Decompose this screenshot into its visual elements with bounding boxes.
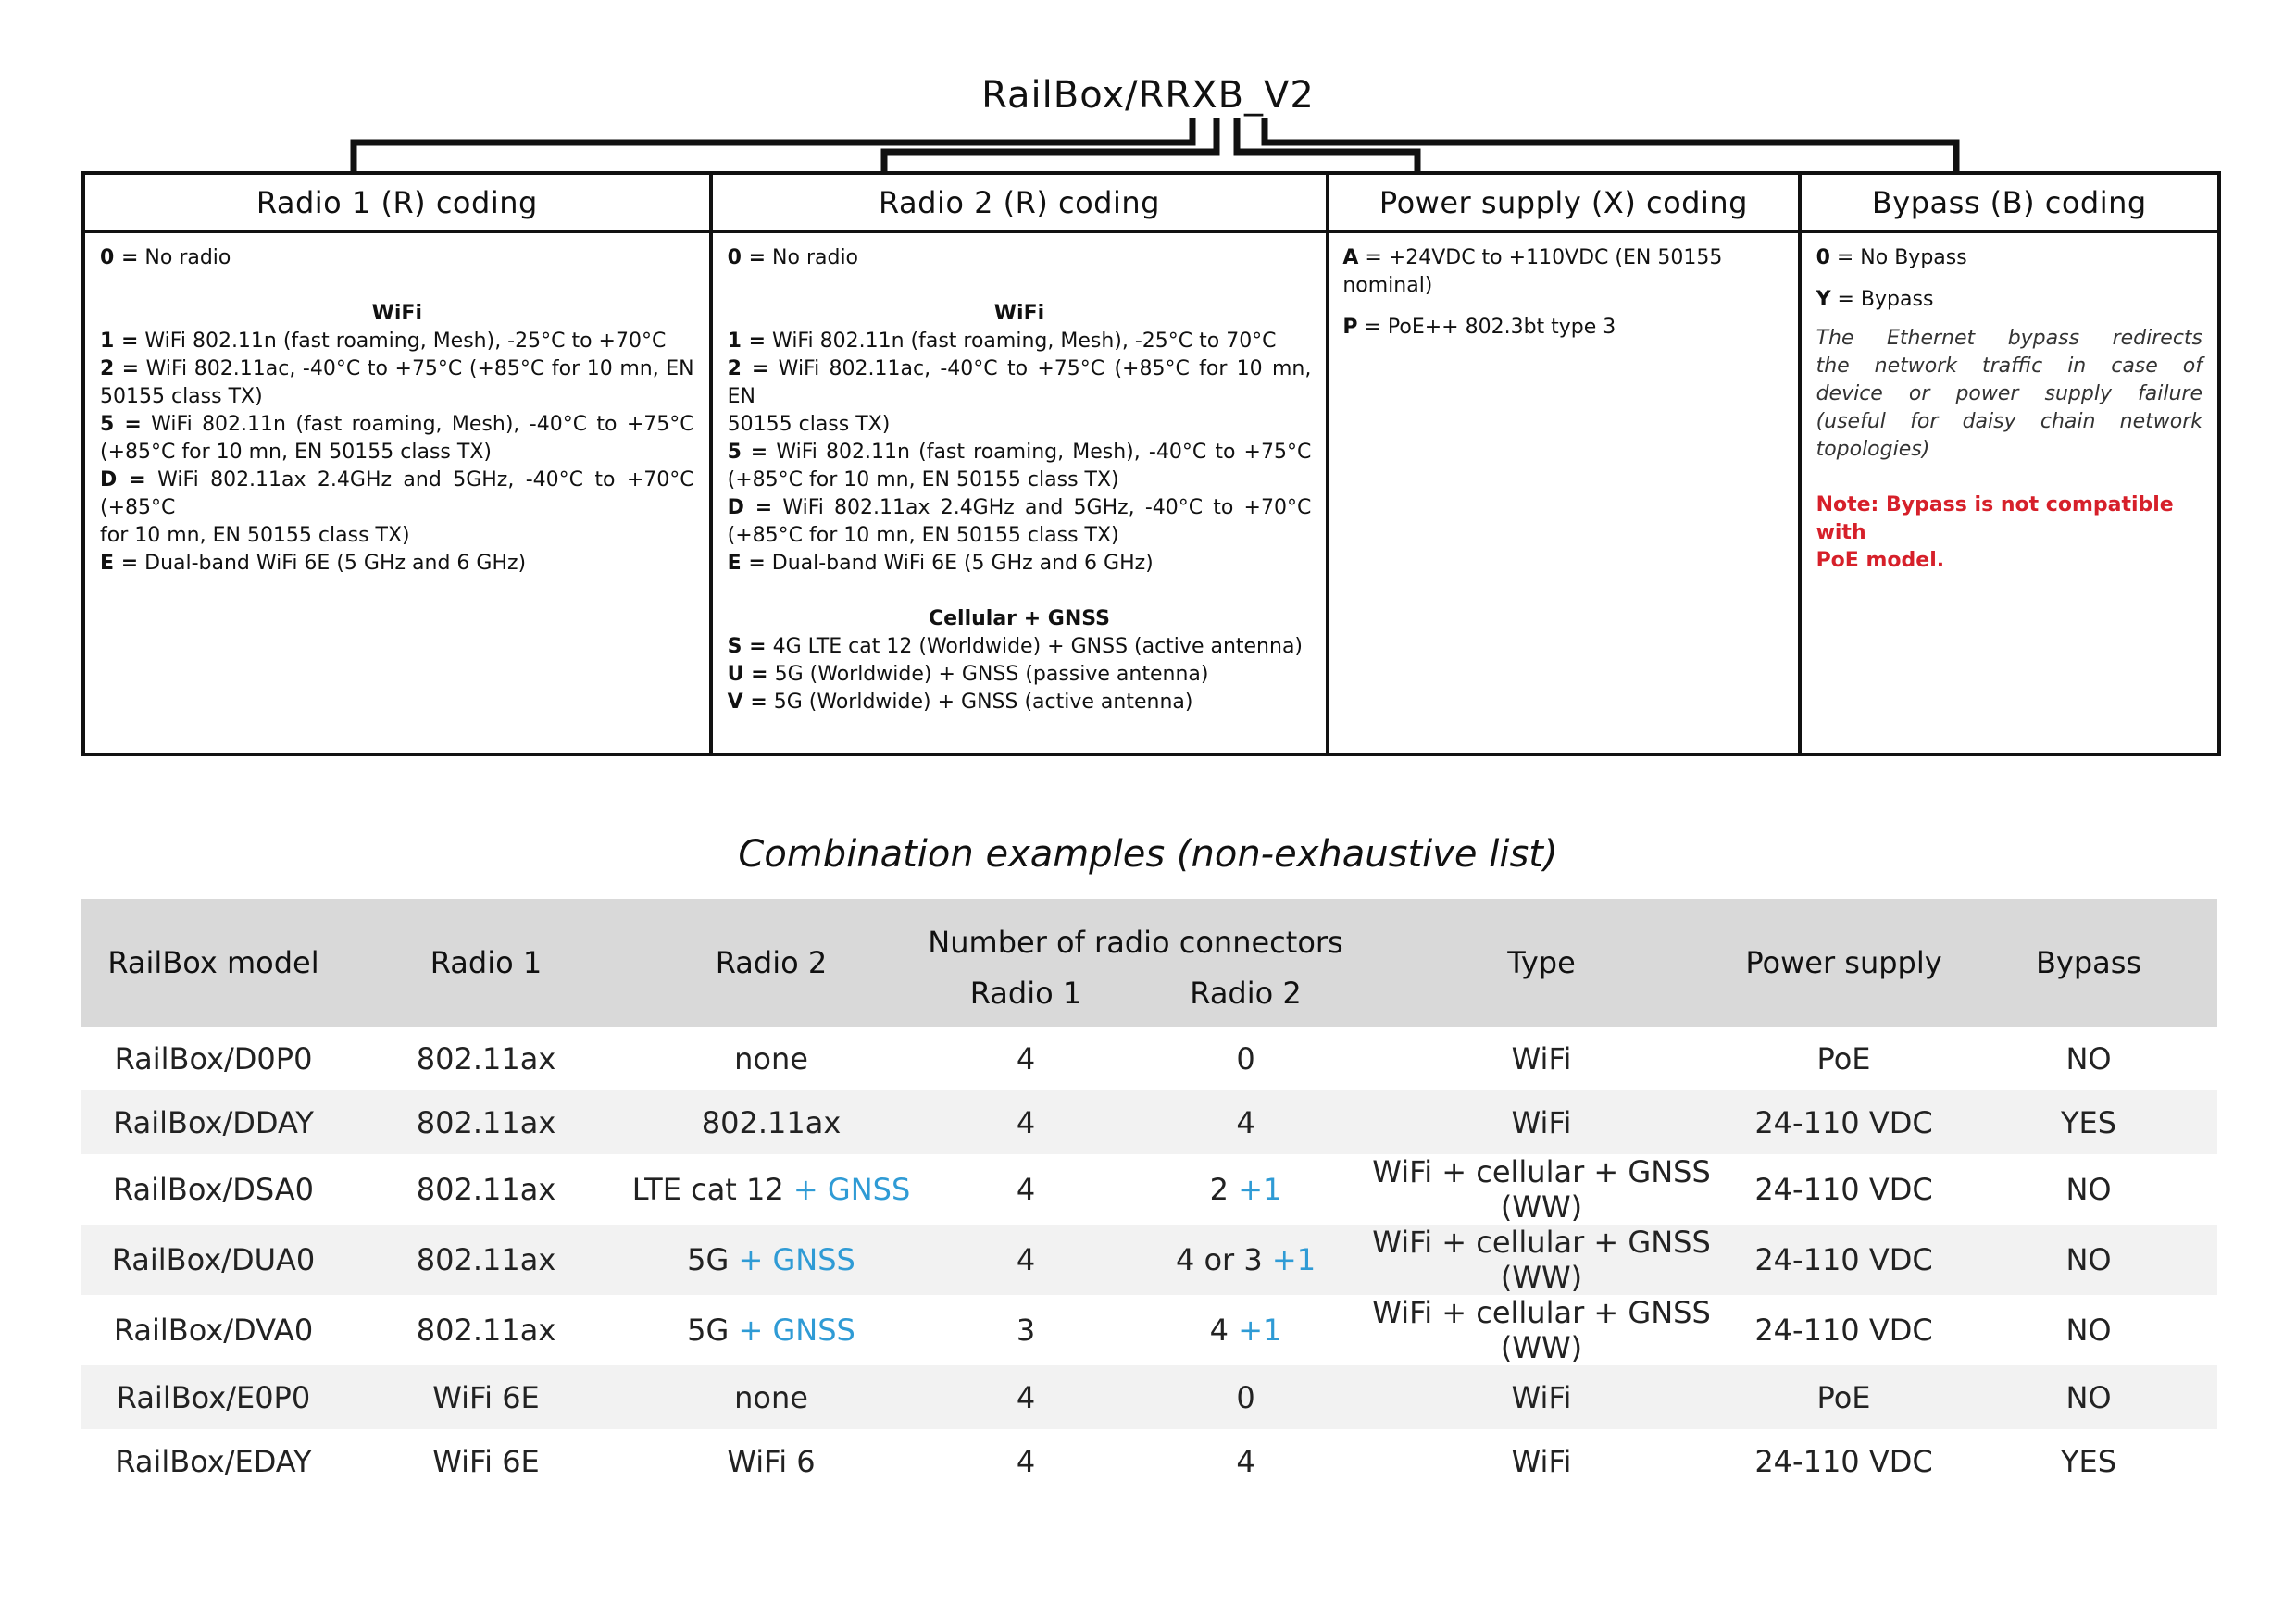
code-text: Dual-band WiFi 6E (5 GHz and 6 GHz) xyxy=(144,552,527,575)
radio1-cell xyxy=(345,1090,627,1154)
code-letter: E = xyxy=(727,552,766,575)
radio2-cell xyxy=(627,1429,916,1493)
connectors-radio1-cell xyxy=(916,1027,1136,1090)
connectors-radio1-cell-value: 3 xyxy=(1016,1313,1036,1348)
bypass-cell xyxy=(1960,1295,2217,1365)
connectors-radio2-cell-extra: +1 xyxy=(1238,1172,1282,1207)
power-supply-cell xyxy=(1728,1429,1960,1493)
radio1-cell-value: 802.11ax xyxy=(416,1242,556,1277)
power-supply-cell-value: 24-110 VDC xyxy=(1754,1242,1933,1277)
type-cell-value: WiFi xyxy=(1511,1379,1572,1415)
connectors-radio2-cell xyxy=(1136,1295,1355,1365)
description-line: topologies) xyxy=(1816,438,1930,461)
radio2-cell-value: none xyxy=(734,1379,808,1415)
connectors-radio1-cell-value: 4 xyxy=(1016,1104,1036,1140)
connectors-radio1-cell xyxy=(916,1429,1136,1493)
connectors-radio1-cell xyxy=(916,1225,1136,1295)
connectors-radio2-cell xyxy=(1136,1027,1355,1090)
combination-table xyxy=(81,899,2217,1493)
radio1-cell xyxy=(345,1429,627,1493)
radio1-cell xyxy=(345,1295,627,1365)
connectors-radio1-cell xyxy=(916,1365,1136,1429)
bypass-coding-column xyxy=(1802,175,2217,753)
power-supply-cell-value: 24-110 VDC xyxy=(1754,1313,1933,1348)
radio2-cell xyxy=(627,1295,916,1365)
radio2-coding-body xyxy=(713,233,1327,716)
connectors-radio1-cell xyxy=(916,1154,1136,1225)
connectors-radio2-cell-value: 4 or 3 xyxy=(1175,1242,1263,1277)
connectors-radio2-cell-extra: +1 xyxy=(1271,1242,1316,1277)
code-letter: U = xyxy=(727,663,768,686)
bypass-cell-value: YES xyxy=(2060,1443,2117,1479)
bypass-cell-value: NO xyxy=(2065,1242,2112,1277)
header-model: RailBox model xyxy=(81,899,345,1027)
radio2-cell-value: 5G xyxy=(687,1313,730,1348)
model-cell xyxy=(81,1295,345,1365)
radio1-cell xyxy=(345,1225,627,1295)
type-cell-value: WiFi xyxy=(1511,1040,1572,1077)
code-text-cont: 50155 class TX) xyxy=(100,385,263,408)
code-text: 4G LTE cat 12 (Worldwide) + GNSS (active antenna) xyxy=(772,635,1304,658)
connectors-radio2-cell-value: 2 xyxy=(1209,1172,1229,1207)
connector-bypass xyxy=(1265,118,1956,173)
model-cell-value: RailBox/DSA0 xyxy=(113,1172,314,1207)
code-letter: 1 = xyxy=(100,330,139,353)
code-text: WiFi 802.11ac, -40°C to +75°C (+85°C for 10 mn, EN xyxy=(145,357,694,380)
bypass-cell-value: NO xyxy=(2065,1379,2112,1415)
table-row xyxy=(81,1027,2217,1090)
type-cell xyxy=(1355,1295,1728,1365)
radio1-cell-value: WiFi 6E xyxy=(432,1379,540,1415)
code-letter: 0 = xyxy=(727,246,767,269)
radio2-cell-value: none xyxy=(734,1040,808,1077)
code-letter: V = xyxy=(727,691,767,714)
power-supply-cell-value: 24-110 VDC xyxy=(1754,1443,1933,1479)
power-supply-cell-value: 24-110 VDC xyxy=(1754,1172,1933,1207)
code-text: WiFi 802.11ac, -40°C to +75°C (+85°C for 10 mn, EN xyxy=(727,357,1312,408)
description-line: device or power supply failure xyxy=(1816,382,2202,405)
code-text: = PoE++ 802.3bt type 3 xyxy=(1364,316,1616,339)
connectors-radio1-cell-value: 4 xyxy=(1016,1379,1036,1415)
power-supply-cell-value: PoE xyxy=(1816,1379,1871,1415)
code-text: = Bypass xyxy=(1837,288,1934,311)
code-letter: D = xyxy=(100,468,146,492)
radio2-cell-value: 5G xyxy=(687,1242,730,1277)
bypass-cell-value: NO xyxy=(2065,1172,2112,1207)
wifi-section-title: WiFi xyxy=(993,302,1045,325)
radio2-coding-column xyxy=(713,175,1330,753)
bypass-description xyxy=(1816,325,2202,464)
table-row xyxy=(81,1429,2217,1493)
header-connectors-radio2: Radio 2 xyxy=(1136,960,1355,1027)
model-cell xyxy=(81,1365,345,1429)
connectors-radio2-cell-value: 0 xyxy=(1236,1379,1255,1415)
bypass-cell-value: NO xyxy=(2065,1040,2112,1077)
bypass-cell xyxy=(1960,1154,2217,1225)
radio2-coding-header: Radio 2 (R) coding xyxy=(713,175,1327,233)
code-text: No radio xyxy=(144,246,231,269)
power-coding-body xyxy=(1329,233,1797,342)
bypass-cell xyxy=(1960,1090,2217,1154)
type-cell-value: WiFi xyxy=(1511,1104,1572,1140)
wifi-section-title: WiFi xyxy=(371,302,423,325)
model-cell xyxy=(81,1154,345,1225)
header-bypass: Bypass xyxy=(1960,899,2217,1027)
code-text: = +24VDC to +110VDC (EN 50155 nominal) xyxy=(1342,246,1723,297)
table-row xyxy=(81,1365,2217,1429)
connectors-radio1-cell xyxy=(916,1090,1136,1154)
radio2-cell-value: WiFi 6 xyxy=(727,1443,816,1479)
description-line: The Ethernet bypass redirects xyxy=(1816,327,2202,350)
code-letter: S = xyxy=(727,635,767,658)
code-text: WiFi 802.11n (fast roaming, Mesh), -25°C to 70°C xyxy=(772,330,1277,353)
bypass-cell-value: NO xyxy=(2065,1313,2112,1348)
bypass-cell xyxy=(1960,1429,2217,1493)
connectors-radio1-cell-value: 4 xyxy=(1016,1172,1036,1207)
code-text: = No Bypass xyxy=(1836,246,1967,269)
note-line: Note: Bypass is not compatible with xyxy=(1816,493,2174,544)
type-cell xyxy=(1355,1090,1728,1154)
radio2-cell-extra: + GNSS xyxy=(792,1172,911,1207)
type-cell xyxy=(1355,1429,1728,1493)
model-cell-value: RailBox/DVA0 xyxy=(113,1313,314,1348)
table-row xyxy=(81,1225,2217,1295)
coding-table xyxy=(81,171,2221,756)
type-cell xyxy=(1355,1225,1728,1295)
radio2-cell-extra: + GNSS xyxy=(738,1242,855,1277)
type-cell-value: WiFi + cellular + GNSS (WW) xyxy=(1372,1295,1711,1365)
code-text: WiFi 802.11n (fast roaming, Mesh), -40°C to +75°C xyxy=(151,413,694,436)
code-letter: 0 xyxy=(1816,246,1830,269)
model-cell xyxy=(81,1225,345,1295)
radio1-coding-body xyxy=(85,233,709,578)
bypass-cell-value: YES xyxy=(2060,1104,2117,1140)
power-supply-cell xyxy=(1728,1295,1960,1365)
type-cell xyxy=(1355,1365,1728,1429)
note-line: PoE model. xyxy=(1816,549,1945,572)
connectors-radio2-cell xyxy=(1136,1225,1355,1295)
header-radio1: Radio 1 xyxy=(345,899,627,1027)
table-row xyxy=(81,1090,2217,1154)
model-cell-value: RailBox/D0P0 xyxy=(114,1040,313,1077)
code-letter: 1 = xyxy=(727,330,767,353)
code-letter: E = xyxy=(100,552,139,575)
combination-examples-title: Combination examples (non-exhaustive list) xyxy=(738,833,1558,876)
model-cell-value: RailBox/DDAY xyxy=(113,1104,314,1140)
code-letter: A xyxy=(1342,246,1359,269)
power-supply-cell xyxy=(1728,1225,1960,1295)
model-cell-value: RailBox/DUA0 xyxy=(111,1242,316,1277)
connectors-radio2-cell-extra: +1 xyxy=(1238,1313,1282,1348)
radio1-coding-header: Radio 1 (R) coding xyxy=(85,175,709,233)
power-supply-cell xyxy=(1728,1154,1960,1225)
power-coding-column xyxy=(1329,175,1801,753)
code-text: No radio xyxy=(772,246,859,269)
bypass-cell xyxy=(1960,1027,2217,1090)
code-letter: 2 = xyxy=(727,357,769,380)
radio1-cell-value: WiFi 6E xyxy=(432,1443,540,1479)
connectors-radio1-cell-value: 4 xyxy=(1016,1443,1036,1479)
code-letter: 0 = xyxy=(100,246,139,269)
radio2-cell-value: LTE cat 12 xyxy=(631,1172,784,1207)
radio1-cell-value: 802.11ax xyxy=(416,1104,556,1140)
connectors-radio2-cell xyxy=(1136,1090,1355,1154)
radio2-cell xyxy=(627,1027,916,1090)
combination-table-body xyxy=(81,1027,2217,1493)
cellular-section-title: Cellular + GNSS xyxy=(928,607,1110,630)
connectors-radio2-cell xyxy=(1136,1429,1355,1493)
radio2-cell xyxy=(627,1225,916,1295)
code-text: WiFi 802.11ax 2.4GHz and 5GHz, -40°C to +70°C xyxy=(782,496,1312,519)
bypass-cell xyxy=(1960,1225,2217,1295)
type-cell-value: WiFi xyxy=(1511,1443,1572,1479)
bypass-coding-body xyxy=(1802,233,2217,575)
code-text: WiFi 802.11n (fast roaming, Mesh), -25°C to +70°C xyxy=(144,330,667,353)
radio1-cell xyxy=(345,1365,627,1429)
radio1-cell xyxy=(345,1154,627,1225)
type-cell xyxy=(1355,1027,1728,1090)
code-text: Dual-band WiFi 6E (5 GHz and 6 GHz) xyxy=(771,552,1154,575)
header-power-supply: Power supply xyxy=(1728,899,1960,1027)
code-letter: 5 = xyxy=(100,413,142,436)
connectors-radio2-cell-value: 4 xyxy=(1236,1443,1255,1479)
header-type: Type xyxy=(1355,899,1728,1027)
type-cell-value: WiFi + cellular + GNSS (WW) xyxy=(1372,1225,1711,1295)
description-line: the network traffic in case of xyxy=(1816,355,2202,378)
table-header-row xyxy=(81,899,2217,960)
model-cell-value: RailBox/E0P0 xyxy=(116,1379,311,1415)
model-cell-value: RailBox/EDAY xyxy=(115,1443,312,1479)
header-connectors-radio1: Radio 1 xyxy=(916,960,1136,1027)
radio1-cell-value: 802.11ax xyxy=(416,1172,556,1207)
code-text-cont: (+85°C for 10 mn, EN 50155 class TX) xyxy=(100,441,492,464)
code-text: 5G (Worldwide) + GNSS (active antenna) xyxy=(773,691,1193,714)
connectors-radio2-cell-value: 4 xyxy=(1209,1313,1229,1348)
radio2-cell-extra: + GNSS xyxy=(738,1313,855,1348)
connectors-radio1-cell xyxy=(916,1295,1136,1365)
model-code-title: RailBox/RRXB_V2 xyxy=(981,74,1315,117)
code-connector-lines xyxy=(0,0,2296,176)
bypass-coding-header: Bypass (B) coding xyxy=(1802,175,2217,233)
radio2-cell xyxy=(627,1365,916,1429)
connectors-radio1-cell-value: 4 xyxy=(1016,1040,1036,1077)
power-supply-cell xyxy=(1728,1027,1960,1090)
model-cell xyxy=(81,1027,345,1090)
connectors-radio2-cell-value: 4 xyxy=(1236,1104,1255,1140)
type-cell-value: WiFi + cellular + GNSS (WW) xyxy=(1372,1154,1711,1225)
power-supply-cell-value: PoE xyxy=(1816,1040,1871,1077)
radio2-cell-value: 802.11ax xyxy=(701,1104,842,1140)
table-row xyxy=(81,1154,2217,1225)
code-text-cont: 50155 class TX) xyxy=(727,413,891,436)
connectors-radio2-cell-value: 0 xyxy=(1236,1040,1255,1077)
bypass-note xyxy=(1816,492,2202,575)
header-radio2: Radio 2 xyxy=(627,899,916,1027)
model-cell xyxy=(81,1429,345,1493)
power-supply-cell-value: 24-110 VDC xyxy=(1754,1104,1933,1140)
code-text: 5G (Worldwide) + GNSS (passive antenna) xyxy=(774,663,1209,686)
code-text-cont: (+85°C for 10 mn, EN 50155 class TX) xyxy=(727,524,1119,547)
code-text-cont: (+85°C for 10 mn, EN 50155 class TX) xyxy=(727,468,1119,492)
radio1-cell-value: 802.11ax xyxy=(416,1040,556,1077)
connectors-radio2-cell xyxy=(1136,1365,1355,1429)
connector-radio1 xyxy=(354,118,1192,173)
connectors-radio2-cell xyxy=(1136,1154,1355,1225)
connectors-radio1-cell-value: 4 xyxy=(1016,1242,1036,1277)
code-text-cont: for 10 mn, EN 50155 class TX) xyxy=(100,524,410,547)
radio2-cell xyxy=(627,1154,916,1225)
power-supply-cell xyxy=(1728,1090,1960,1154)
code-text: WiFi 802.11n (fast roaming, Mesh), -40°C to +75°C xyxy=(776,441,1312,464)
power-supply-cell xyxy=(1728,1365,1960,1429)
radio1-coding-column xyxy=(85,175,713,753)
type-cell xyxy=(1355,1154,1728,1225)
code-letter: Y xyxy=(1816,288,1831,311)
code-letter: D = xyxy=(727,496,773,519)
header-radio-connectors: Number of radio connectors xyxy=(916,899,1355,960)
bypass-cell xyxy=(1960,1365,2217,1429)
table-row xyxy=(81,1295,2217,1365)
code-text: WiFi 802.11ax 2.4GHz and 5GHz, -40°C to +70°C (+85°C xyxy=(100,468,694,519)
radio1-cell-value: 802.11ax xyxy=(416,1313,556,1348)
code-letter: P xyxy=(1342,316,1358,339)
radio2-cell xyxy=(627,1090,916,1154)
model-cell xyxy=(81,1090,345,1154)
code-letter: 5 = xyxy=(727,441,768,464)
code-letter: 2 = xyxy=(100,357,140,380)
radio1-cell xyxy=(345,1027,627,1090)
power-coding-header: Power supply (X) coding xyxy=(1329,175,1797,233)
description-line: (useful for daisy chain network xyxy=(1816,410,2202,433)
